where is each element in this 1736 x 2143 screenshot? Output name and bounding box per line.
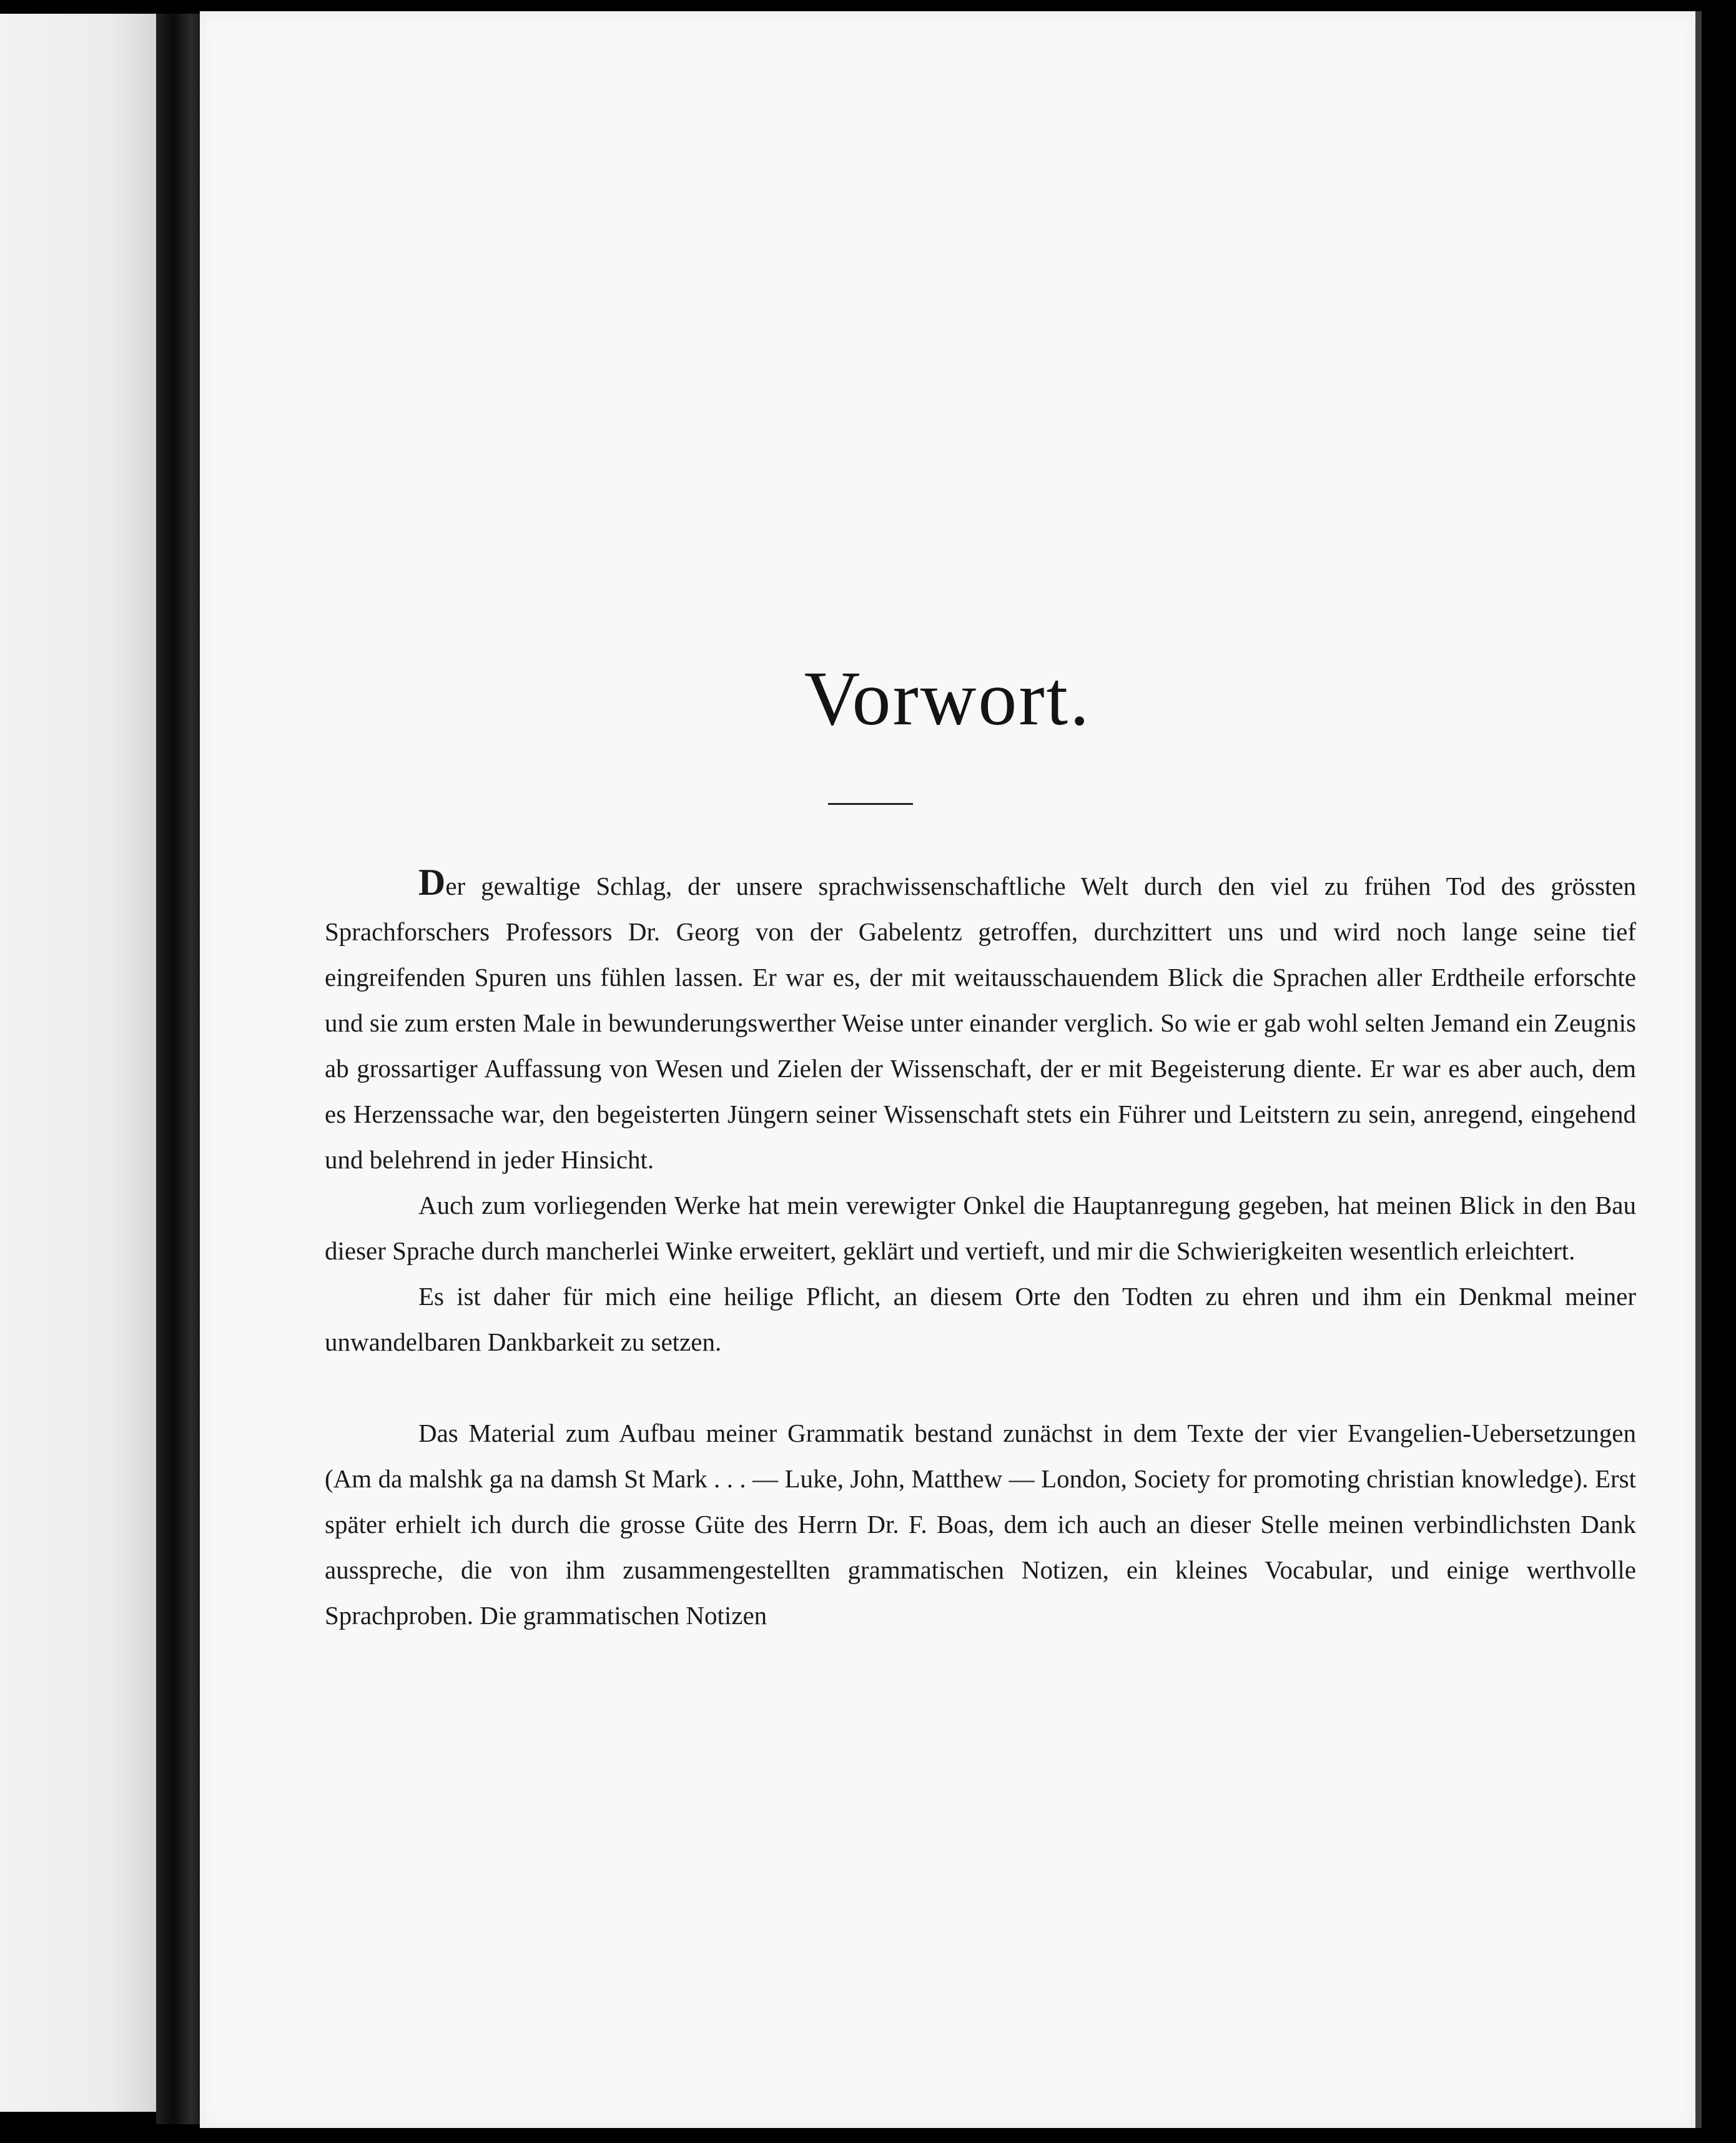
book-page [200, 11, 1695, 2128]
preface-text [325, 864, 1636, 1638]
page-title: Vorwort. [804, 656, 1092, 741]
paragraph-3: Es ist daher für mich eine heilige Pflicht, an diesem Orte den Todten zu ehren und ihm ein Denkmal meiner unwandelbaren Dankbarkeit zu setzen. [325, 1282, 1636, 1356]
paragraph-4: Das Material zum Aufbau meiner Grammatik bestand zunächst in dem Texte der vier Evangelien-Uebersetzungen (Am da malshk ga na damsh St Mark . . . — Luke, John, Matthew — London, Society for promoting christian knowledge). Erst später erhielt ich durch die grosse Güte des Herrn Dr. F. Boas, dem ich auch an dieser Stelle meinen verbindlichsten Dank ausspreche, die von ihm zusammengestellten grammatischen Notizen, ein kleines Vocabular, und einige werthvolle Sprachproben. Die grammatischen Notizen [325, 1419, 1636, 1630]
page-right-edge [1695, 11, 1702, 2128]
paragraph-2: Auch zum vorliegenden Werke hat mein verewigter Onkel die Hauptanregung gegeben, hat meinen Blick in den Bau dieser Sprache durch mancherlei Winke erweitert, geklärt und vertieft, und mir die Schwierigkeiten wesentlich erleichtert. [325, 1191, 1636, 1265]
paragraph-1-text: er gewaltige Schlag, der unsere sprachwissenschaftliche Welt durch den viel zu frühen Tod des grössten Sprachforschers Professors Dr. Georg von der Gabelentz getroffen, durchzittert uns und wird noch lange seine tief eingreifenden Spuren uns fühlen lassen. Er war es, der mit weitausschauendem Blick die Sprachen aller Erdtheile erforschte und sie zum ersten Male in bewunderungswerther Weise unter einander verglich. So wie er gab wohl selten Jemand ein Zeugnis ab grossartiger Auffassung von Wesen und Zielen der Wissenschaft, der er mit Begeisterung diente. Er war es aber auch, dem es Herzenssache war, den begeisterten Jüngern seiner Wissenschaft stets ein Führer und Leitstern zu sein, anregend, eingehend und belehrend in jeder Hinsicht. [325, 872, 1636, 1174]
drop-cap: D [418, 862, 446, 903]
book-gutter [156, 14, 206, 2124]
left-page-edge [0, 14, 156, 2112]
title-divider [828, 803, 913, 805]
paragraph-1 [325, 864, 1636, 1183]
